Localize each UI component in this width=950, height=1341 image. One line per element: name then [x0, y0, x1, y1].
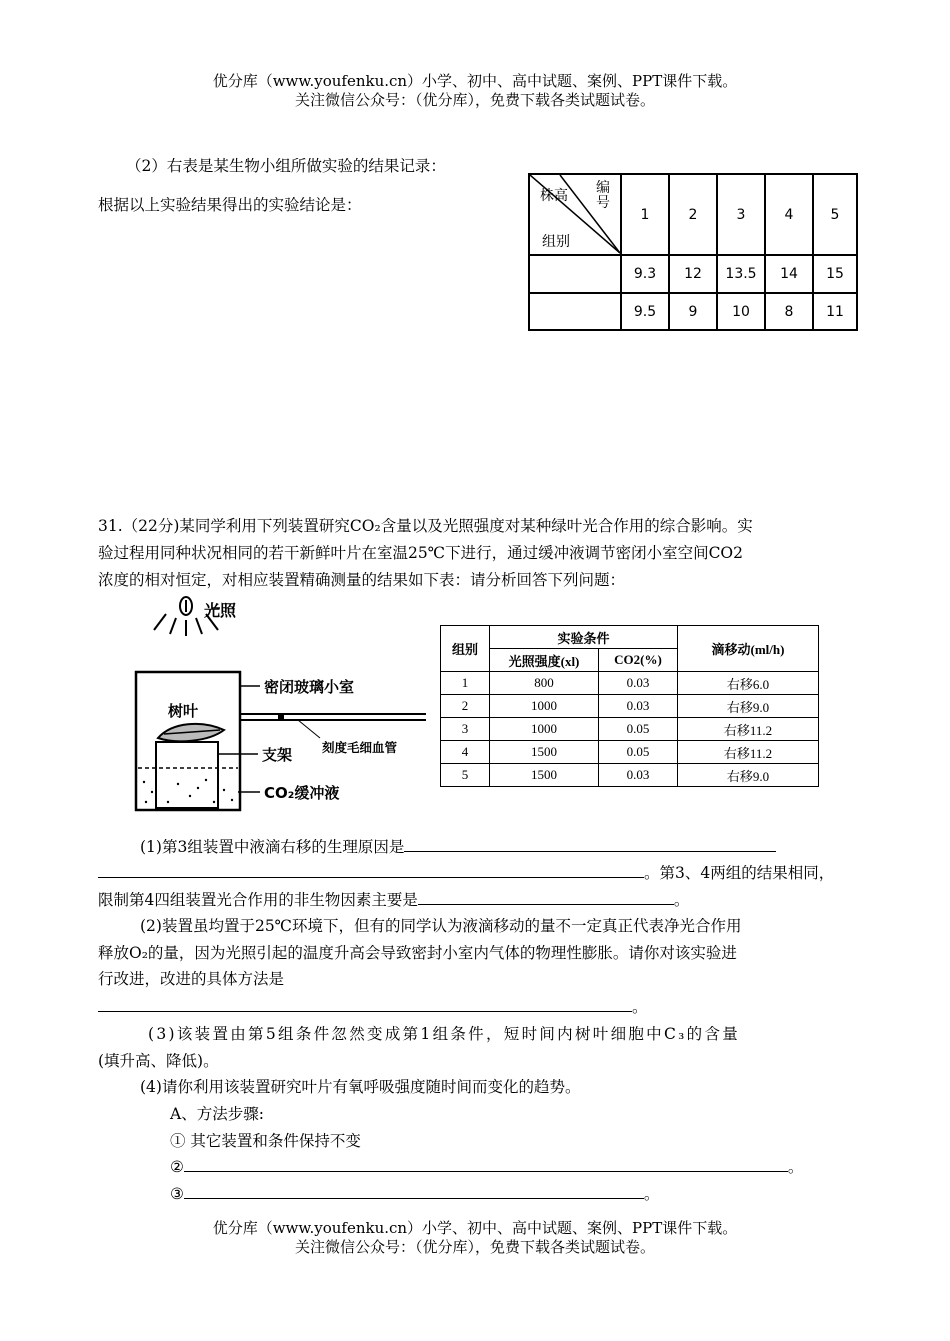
- table-cell: 右移11.2: [678, 741, 819, 764]
- table-row: [441, 764, 819, 787]
- footer-line-2: 关注微信公众号：（优分库），免费下载各类试题试卷。: [294, 1238, 655, 1256]
- q31-line-1: 31.（22分)某同学利用下列装置研究CO₂含量以及光照强度对某种绿叶光合作用的综合影响。实: [98, 517, 753, 535]
- table-row: [441, 718, 819, 741]
- table-row: [441, 672, 819, 695]
- table-cell: 1500: [490, 741, 599, 764]
- step-2-end: 。: [787, 1158, 804, 1176]
- table1-row-label: [529, 255, 621, 293]
- answer-blank-1[interactable]: [404, 837, 776, 852]
- table-cell: 1000: [490, 695, 599, 718]
- table1-col-head: 2: [669, 174, 717, 255]
- label-capillary: 刻度毛细血管: [322, 740, 398, 755]
- steps-heading: A、方法步骤:: [170, 1105, 264, 1123]
- table1-row-label: [529, 293, 621, 330]
- table-row: [441, 695, 819, 718]
- table-cell: 0.05: [599, 718, 678, 741]
- t2-drop-header: 滴移动(ml/h): [678, 626, 819, 672]
- table-cell: 15: [813, 255, 857, 293]
- q1-text-c: 限制第4四组装置光合作用的非生物因素主要是: [98, 891, 418, 909]
- header-line-1: 优分库（www.youfenku.cn）小学、初中、高中试题、案例、PPT课件下载。: [212, 72, 738, 90]
- table-cell: 右移11.2: [678, 718, 819, 741]
- table-cell: 1000: [490, 718, 599, 741]
- table-cell: 14: [765, 255, 813, 293]
- table1-corner-cell: [529, 174, 621, 255]
- step-2-label: ②: [170, 1158, 184, 1176]
- q2b-text-end: 。: [632, 998, 648, 1016]
- header-line-2: 关注微信公众号：（优分库），免费下载各类试题试卷。: [294, 91, 655, 109]
- t2-co2-header: CO2(%): [599, 649, 678, 672]
- results-table-1: [528, 173, 858, 331]
- table1-col-head: 5: [813, 174, 857, 255]
- table-cell: 3: [441, 718, 490, 741]
- step-3-line: [170, 1184, 659, 1204]
- label-stand: 支架: [262, 746, 293, 764]
- table-cell: 0.05: [599, 741, 678, 764]
- table1-col-head: 3: [717, 174, 765, 255]
- corner-top: 编号: [596, 180, 610, 211]
- step-2-line: [170, 1157, 803, 1177]
- answer-blank-1b[interactable]: [98, 863, 644, 878]
- table1-col-head: 4: [765, 174, 813, 255]
- label-leaf: 树叶: [168, 702, 199, 720]
- table-cell: 0.03: [599, 672, 678, 695]
- q2b-line-c: 行改进，改进的具体方法是: [98, 970, 285, 988]
- table-cell: 13.5: [717, 255, 765, 293]
- q31-line-3: 浓度的相对恒定，对相应装置精确测量的结果如下表：请分析回答下列问题：: [98, 571, 626, 589]
- table1-col-head: 1: [621, 174, 669, 255]
- table-cell: 10: [717, 293, 765, 330]
- t2-conditions-header: 实验条件: [490, 626, 678, 649]
- table-cell: 8: [765, 293, 813, 330]
- table-cell: 4: [441, 741, 490, 764]
- table-cell: 右移6.0: [678, 672, 819, 695]
- table-cell: 右移9.0: [678, 695, 819, 718]
- table-cell: 右移9.0: [678, 764, 819, 787]
- q4-line: (4)请你利用该装置研究叶片有氧呼吸强度随时间而变化的趋势。: [140, 1078, 581, 1096]
- step-3-label: ③: [170, 1185, 184, 1203]
- q3-line-b: (填升高、降低)。: [98, 1052, 219, 1070]
- table-cell: 12: [669, 255, 717, 293]
- q1-line-c: [98, 890, 689, 910]
- results-table-2: [440, 625, 819, 787]
- q1-text-c-end: 。: [673, 891, 690, 909]
- table-cell: 11: [813, 293, 857, 330]
- table-cell: 800: [490, 672, 599, 695]
- t2-group-header: 组别: [441, 626, 490, 672]
- step-3-end: 。: [643, 1185, 660, 1203]
- table-cell: 2: [441, 695, 490, 718]
- q1-line-a: [140, 837, 776, 857]
- table-row: [529, 255, 857, 293]
- answer-blank-step2[interactable]: [184, 1157, 788, 1172]
- q2-line-1: （2）右表是某生物小组所做实验的结果记录：: [126, 157, 446, 175]
- corner-bottom: 组别: [542, 234, 570, 250]
- table-cell: 1500: [490, 764, 599, 787]
- table-row: [441, 741, 819, 764]
- q3-line-a: (3)该装置由第5组条件忽然变成第1组条件，短时间内树叶细胞中C₃的含量: [148, 1025, 741, 1043]
- step-1: ① 其它装置和条件保持不变: [170, 1132, 361, 1150]
- q1-text-b: 。第3、4两组的结果相同，: [644, 864, 835, 882]
- q1-text-a: (1)第3组装置中液滴右移的生理原因是: [140, 838, 405, 856]
- table-cell: 5: [441, 764, 490, 787]
- label-chamber: 密闭玻璃小室: [264, 678, 355, 696]
- q31-line-2: 验过程用同种状况相同的若干新鲜叶片在室温25℃下进行，通过缓冲液调节密闭小室空间CO2: [98, 544, 743, 562]
- answer-blank-3[interactable]: [98, 997, 632, 1012]
- t2-light-header: 光照强度(xl): [490, 649, 599, 672]
- q1-line-b: [98, 863, 834, 883]
- answer-blank-step3[interactable]: [184, 1184, 644, 1199]
- q2b-line-a: (2)装置虽均置于25℃环境下，但有的同学认为液滴移动的量不一定真正代表净光合作用: [140, 917, 742, 935]
- label-buffer: CO₂缓冲液: [264, 784, 340, 802]
- table-cell: 9: [669, 293, 717, 330]
- label-light: 光照: [204, 601, 237, 620]
- q2b-line-b: 释放O₂的量，因为光照引起的温度升高会导致密封小室内气体的物理性膨胀。请你对该实验进: [98, 944, 737, 962]
- table-cell: 9.5: [621, 293, 669, 330]
- footer-line-1: 优分库（www.youfenku.cn）小学、初中、高中试题、案例、PPT课件下载。: [212, 1219, 738, 1237]
- table-cell: 1: [441, 672, 490, 695]
- corner-mid: 株高: [540, 188, 568, 204]
- apparatus-diagram: [128, 592, 428, 822]
- answer-blank-2[interactable]: [418, 890, 674, 905]
- table-cell: 0.03: [599, 764, 678, 787]
- table-cell: 0.03: [599, 695, 678, 718]
- q2-line-2: 根据以上实验结果得出的实验结论是：: [98, 196, 362, 214]
- table-cell: 9.3: [621, 255, 669, 293]
- table-row: [529, 293, 857, 330]
- q2b-line-d: [98, 997, 648, 1017]
